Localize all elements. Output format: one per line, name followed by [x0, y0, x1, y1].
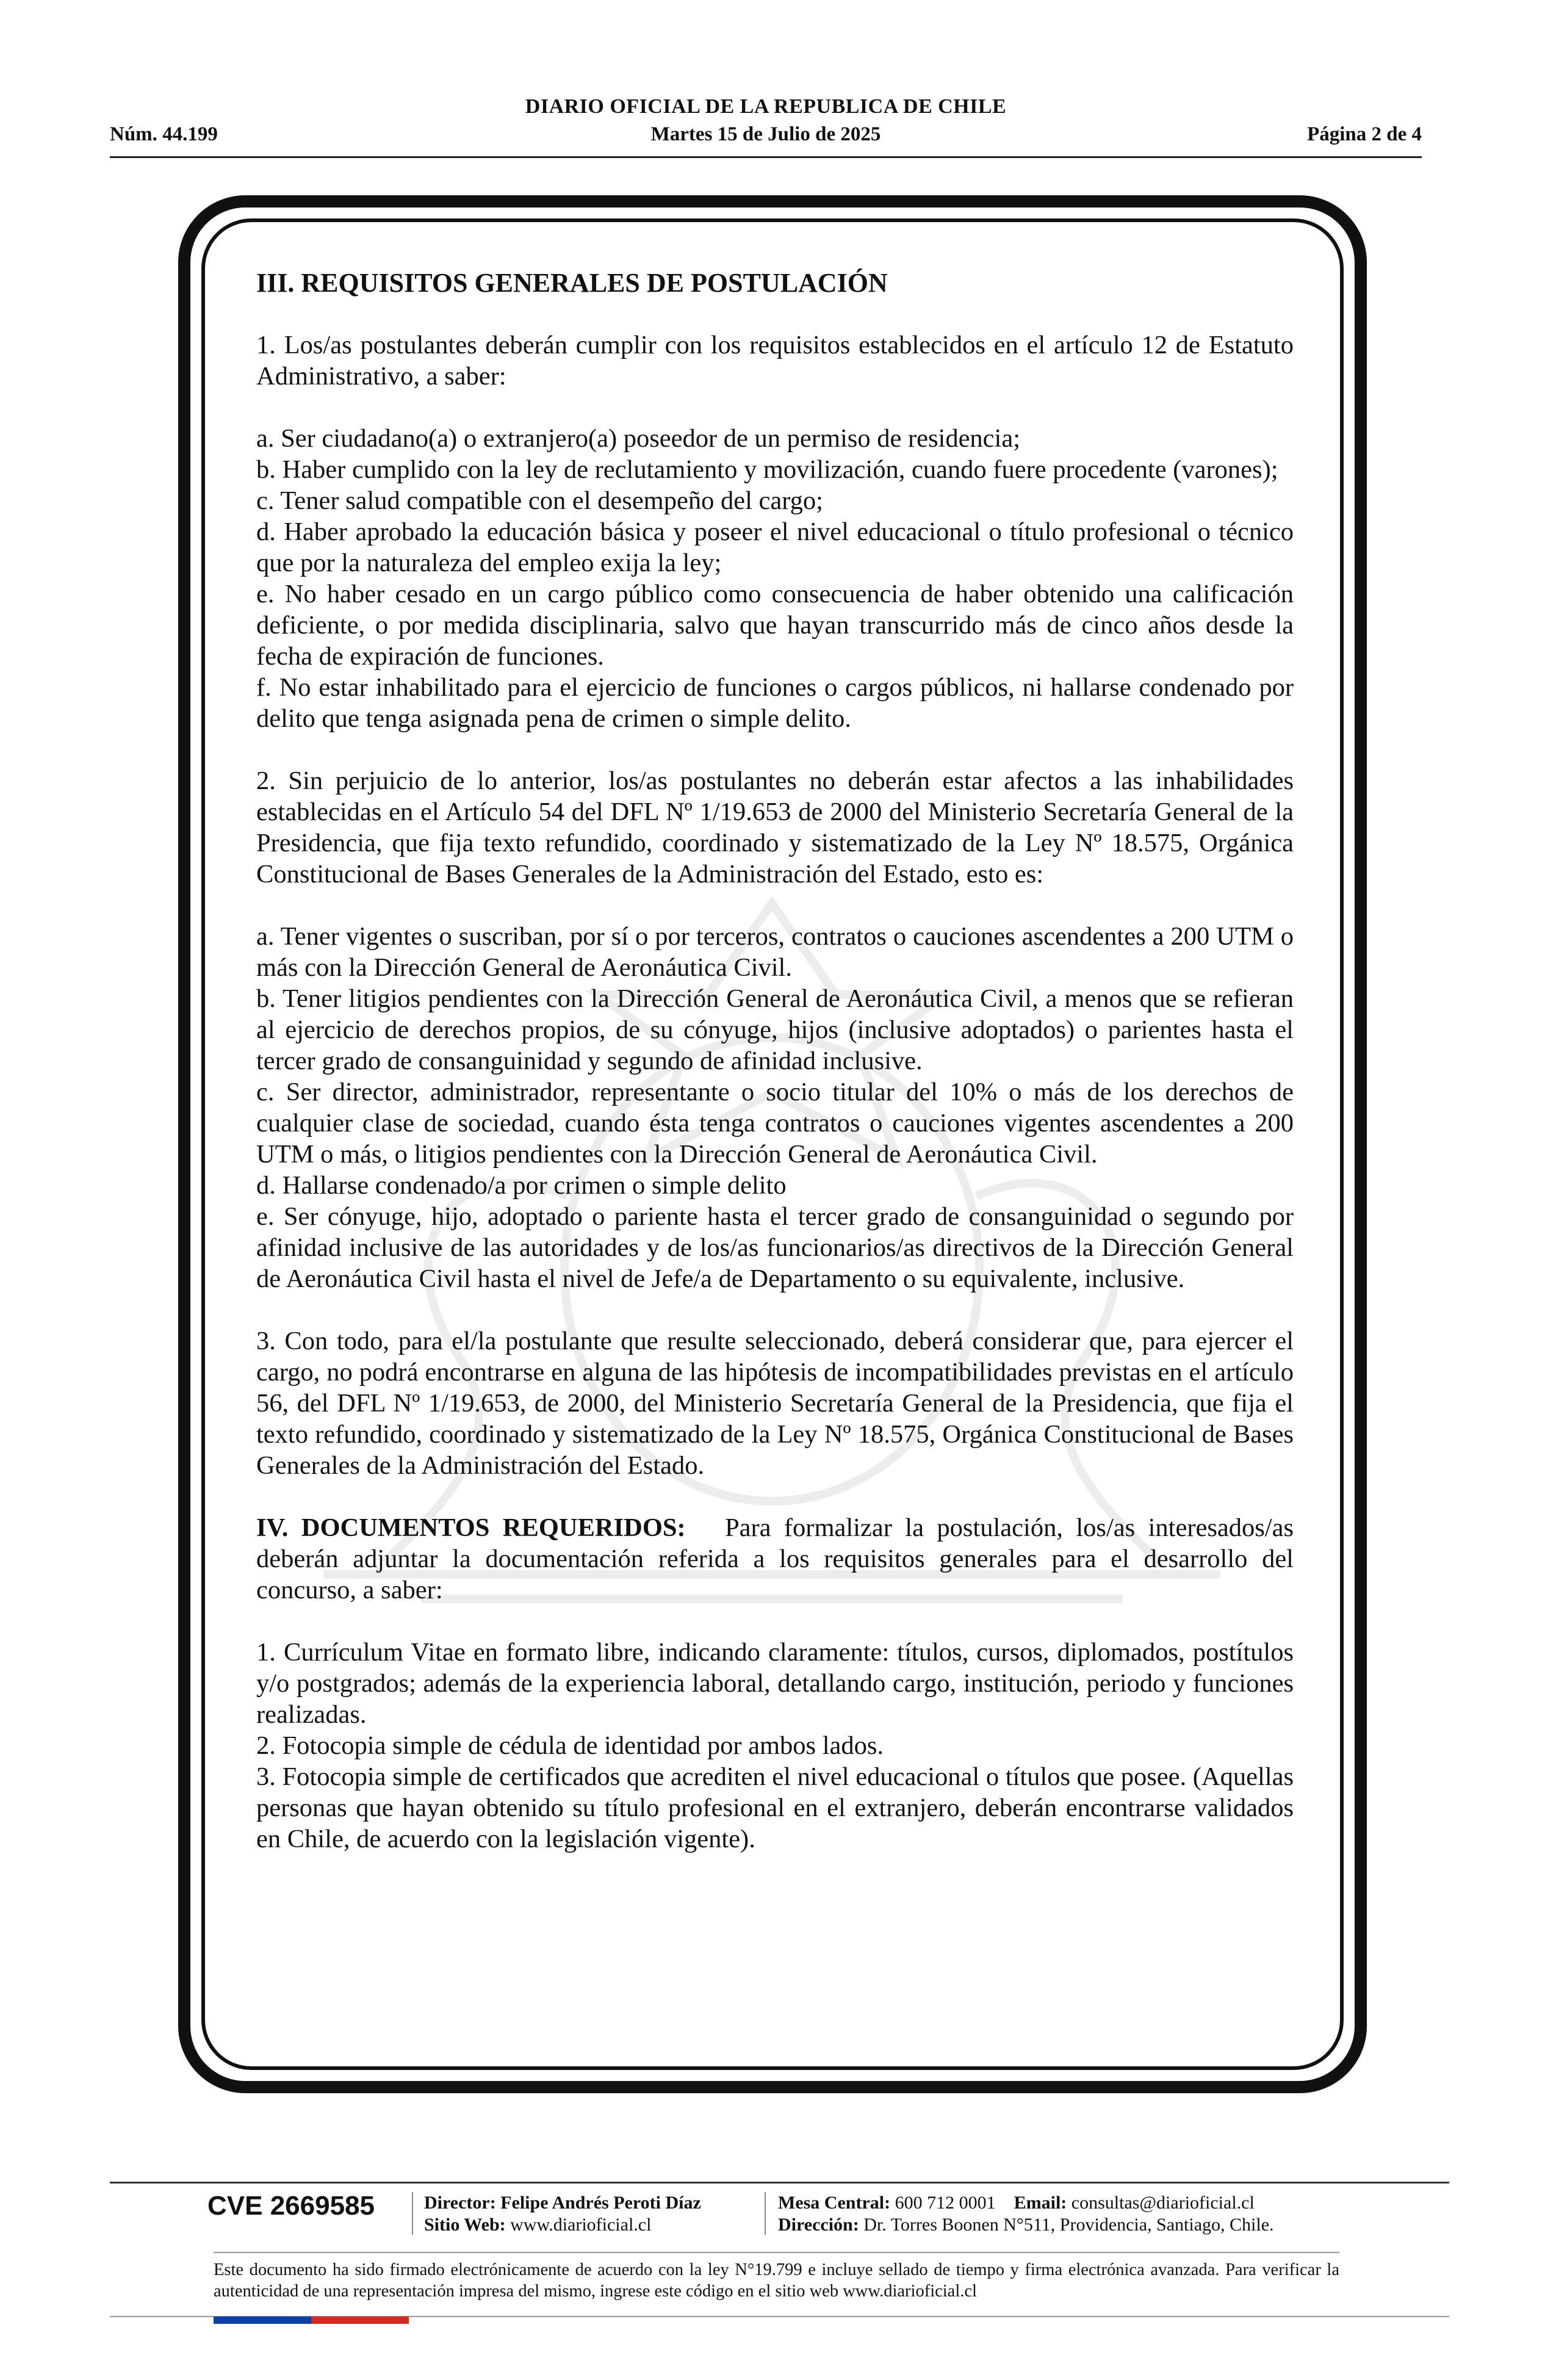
page-header	[110, 92, 1422, 159]
issue-date: Martes 15 de Julio de 2025	[650, 123, 881, 145]
footer-divider-top	[110, 2182, 1449, 2183]
list-item: f. No estar inhabilitado para el ejercicio de funciones o cargos públicos, ni hallarse condenado por delito que tenga asignada pena de crimen o simple delito.	[256, 673, 1294, 733]
mesa-label: Mesa Central:	[778, 2193, 891, 2213]
email-label: Email:	[1014, 2193, 1067, 2213]
web-label: Sitio Web:	[424, 2215, 506, 2235]
section-heading-requisitos: III. REQUISITOS GENERALES DE POSTULACIÓN	[256, 268, 888, 298]
list-item: b. Haber cumplido con la ley de reclutamiento y movilización, cuando fuere procedente (varones);	[256, 455, 1278, 484]
section-documentos	[256, 1512, 1294, 1606]
paragraph-2-intro: 2. Sin perjuicio de lo anterior, los/as postulantes no deberán estar afectos a las inhabilidades establecidas en el Artículo 54 del DFL Nº 1/19.653 de 2000 del Ministerio Secretaría General de la Presidencia, que fija texto refundido, coordinado y sistematizado de la Ley Nº 18.575, Orgánica Constitucional de Bases Generales de la Administración del Estado, esto es:	[256, 766, 1294, 889]
footer-director-block	[424, 2192, 701, 2236]
paragraph-1-intro: 1. Los/as postulantes deberán cumplir con los requisitos establecidos en el artículo 12 de Estatuto Administrativo, a saber:	[256, 331, 1294, 391]
email-link[interactable]: consultas@diarioficial.cl	[1071, 2193, 1255, 2213]
list-item: c. Tener salud compatible con el desempeño del cargo;	[256, 486, 823, 515]
issue-number: Núm. 44.199	[110, 123, 218, 145]
list-item: e. No haber cesado en un cargo público como consecuencia de haber obtenido una calificación deficiente, o por medida disciplinaria, salvo que hayan transcurrido más de cinco años desde la fecha de expiración de funciones.	[256, 580, 1294, 671]
footer-contact-block	[778, 2192, 1274, 2236]
legal-notice: Este documento ha sido firmado electrónicamente de acuerdo con la ley N°19.799 e incluye sellado de tiempo y firma electrónica avanzada. Para verificar la autenticidad de una representación impresa del mismo, ingrese este código en el sitio web www.diarioficial.cl	[214, 2260, 1339, 2301]
footer-separator	[765, 2192, 766, 2235]
cve-code: CVE 2669585	[207, 2191, 375, 2221]
gazette-title: DIARIO OFICIAL DE LA REPUBLICA DE CHILE	[525, 95, 1007, 118]
list-item: 1. Currículum Vitae en formato libre, indicando claramente: títulos, cursos, diplomados, postítulos y/o postgrados; además de la experiencia laboral, detallando cargo, institución, periodo y funciones realizadas.	[256, 1638, 1294, 1729]
address-value: Dr. Torres Boonen N°511, Providencia, Santiago, Chile.	[863, 2215, 1274, 2235]
header-divider	[110, 156, 1422, 158]
mesa-phone: 600 712 0001	[895, 2193, 996, 2213]
website-link[interactable]: www.diarioficial.cl	[510, 2215, 652, 2235]
director-label: Director:	[424, 2193, 496, 2213]
footer-separator	[412, 2192, 413, 2235]
list-item: 3. Fotocopia simple de certificados que acrediten el nivel educacional o títulos que posee. (Aquellas personas que hayan obtenido su título profesional en el extranjero, deberán encontrarse validados en Chile, de acuerdo con la legislación vigente).	[256, 1762, 1294, 1853]
address-label: Dirección:	[778, 2215, 859, 2235]
list-item: b. Tener litigios pendientes con la Dirección General de Aeronáutica Civil, a menos que se refieran al ejercicio de derechos propios, de su cónyuge, hijos (inclusive adoptados) o parientes hasta el tercer grado de consanguinidad y segundo de afinidad inclusive.	[256, 984, 1294, 1075]
list-item: a. Tener vigentes o suscriban, por sí o por terceros, contratos o cauciones ascendentes a 200 UTM o más con la Dirección General de Aeronáutica Civil.	[256, 922, 1294, 982]
list-item: d. Haber aprobado la educación básica y poseer el nivel educacional o título profesional o técnico que por la naturaleza del empleo exija la ley;	[256, 517, 1294, 577]
section-heading-documentos: IV. DOCUMENTOS REQUERIDOS:	[256, 1513, 686, 1542]
flag-blue-segment	[214, 2317, 311, 2324]
flag-red-segment	[311, 2317, 409, 2324]
footer-divider-mid	[214, 2252, 1339, 2253]
list-item: c. Ser director, administrador, representante o socio titular del 10% o más de los derechos de cualquier clase de sociedad, cuando ésta tenga contratos o cauciones vigentes ascendentes a 200 UTM o más, o litigios pendientes con la Dirección General de Aeronáutica Civil.	[256, 1078, 1294, 1169]
director-name: Felipe Andrés Peroti Díaz	[500, 2193, 701, 2213]
documentos-intro: Para formalizar la postulación, los/as interesados/as deberán adjuntar la documentación referida a los requisitos generales para el desarrollo del concurso, a saber:	[256, 1513, 1294, 1604]
list-item: e. Ser cónyuge, hijo, adoptado o pariente hasta el tercer grado de consanguinidad o segundo por afinidad inclusive de las autoridades y de los/as funcionarios/as directivos de la Dirección General de Aeronáutica Civil hasta el nivel de Jefe/a de Departamento o su equivalente, inclusive.	[256, 1202, 1294, 1293]
page-indicator: Página 2 de 4	[1307, 123, 1422, 145]
flag-stripe	[214, 2317, 409, 2324]
list-item: d. Hallarse condenado/a por crimen o simple delito	[256, 1171, 787, 1200]
paragraph-3: 3. Con todo, para el/la postulante que resulte seleccionado, deberá considerar que, para ejercer el cargo, no podrá encontrarse en alguna de las hipótesis de incompatibilidades previstas en el artículo 56, del DFL Nº 1/19.653, de 2000, del Ministerio Secretaría General de la Presidencia, que fija el texto refundido, coordinado y sistematizado de la Ley Nº 18.575, Orgánica Constitucional de Bases Generales de la Administración del Estado.	[256, 1327, 1294, 1480]
list-item: 2. Fotocopia simple de cédula de identidad por ambos lados.	[256, 1731, 884, 1760]
list-item: a. Ser ciudadano(a) o extranjero(a) poseedor de un permiso de residencia;	[256, 424, 1021, 453]
document-body	[256, 267, 1294, 1855]
